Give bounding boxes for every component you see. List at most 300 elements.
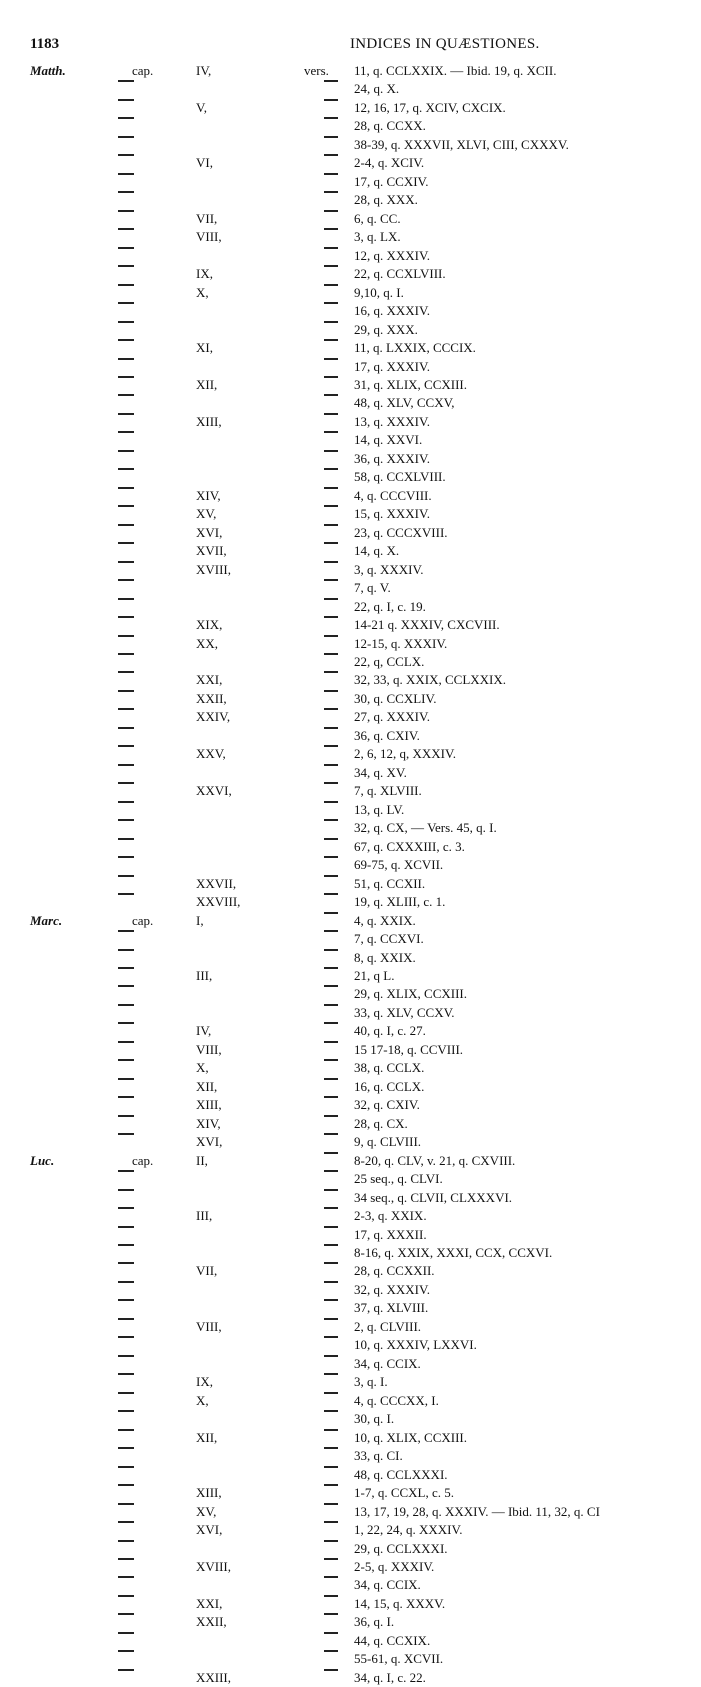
index-row — [0, 154, 701, 172]
ditto-dash-vers — [324, 210, 338, 212]
ditto-dash-vers — [324, 321, 338, 323]
ditto-dash-book — [118, 635, 134, 637]
ditto-dash-vers — [324, 967, 338, 969]
index-row — [0, 1632, 701, 1650]
index-row — [0, 1336, 701, 1354]
chapter-number: XII, — [196, 1429, 218, 1445]
verse-reference: 32, q. CXIV. — [354, 1097, 420, 1113]
ditto-dash-book — [118, 542, 134, 544]
ditto-dash-vers — [324, 284, 338, 286]
verse-reference: 16, q. XXXIV. — [354, 303, 430, 319]
index-row — [0, 745, 701, 763]
verse-reference: 7, q. XLVIII. — [354, 783, 422, 799]
verse-reference: 34, q. CCIX. — [354, 1355, 421, 1371]
verse-reference: 2, q. CLVIII. — [354, 1318, 422, 1334]
verse-reference: 17, q. XXXII. — [354, 1226, 427, 1242]
chapter-number: IV, — [196, 63, 212, 78]
ditto-dash-book — [118, 875, 134, 877]
verse-reference: 25 seq., q. CLVI. — [354, 1171, 443, 1187]
ditto-dash-book — [118, 1484, 134, 1486]
ditto-dash-book — [118, 487, 134, 489]
ditto-dash-book — [118, 154, 134, 156]
chapter-number: XXVII, — [196, 875, 237, 891]
verse-reference: 9, q. CLVIII. — [354, 1134, 422, 1150]
index-row — [0, 284, 701, 302]
verse-reference: 38-39, q. XXXVII, XLVI, CIII, CXXXV. — [354, 136, 569, 152]
ditto-dash-vers — [324, 782, 338, 784]
index-row — [0, 302, 701, 320]
ditto-dash-vers — [324, 616, 338, 618]
ditto-dash-book — [118, 1004, 134, 1006]
ditto-dash-vers — [324, 949, 338, 951]
index-row — [0, 1299, 701, 1317]
ditto-dash-book — [118, 265, 134, 267]
verse-reference: 55-61, q. XCVII. — [354, 1651, 444, 1667]
verse-reference: 32, q. XXXIV. — [354, 1281, 430, 1297]
ditto-dash-vers — [324, 136, 338, 138]
verse-reference: 48, q. XLV, CCXV, — [354, 395, 455, 411]
ditto-dash-vers — [324, 1022, 338, 1024]
index-row — [0, 727, 701, 745]
ditto-dash-vers — [324, 875, 338, 877]
index-row — [0, 1595, 701, 1613]
ditto-dash-vers — [324, 1115, 338, 1117]
chapter-number: VII, — [196, 210, 218, 226]
ditto-dash-book — [118, 1373, 134, 1375]
chapter-number: XIV, — [196, 1115, 221, 1131]
index-row — [0, 1281, 701, 1299]
index-row — [0, 801, 701, 819]
chapter-number: XXI, — [196, 672, 223, 688]
ditto-dash-book — [118, 838, 134, 840]
ditto-dash-book — [118, 358, 134, 360]
index-row — [0, 561, 701, 579]
ditto-dash-vers — [324, 1521, 338, 1523]
verse-reference: 2-4, q. XCIV. — [354, 155, 425, 171]
chapter-number: X, — [196, 284, 209, 300]
ditto-dash-vers — [324, 1152, 338, 1154]
ditto-dash-book — [118, 1595, 134, 1597]
verse-reference: 37, q. XLVIII. — [354, 1300, 429, 1316]
index-row — [0, 191, 701, 209]
ditto-dash-book — [118, 1318, 134, 1320]
ditto-dash-vers — [324, 413, 338, 415]
chapter-number: XXII, — [196, 690, 227, 706]
verse-reference: 8, q. XXIX. — [354, 949, 416, 965]
chapter-number: XI, — [196, 340, 213, 356]
book-name: Marc. — [30, 912, 63, 928]
verse-reference: 10, q. XLIX, CCXIII. — [354, 1429, 468, 1445]
verse-reference: 12, 16, 17, q. XCIV, CXCIX. — [354, 99, 506, 115]
ditto-dash-vers — [324, 1318, 338, 1320]
index-row — [0, 1558, 701, 1576]
page-number: 1183 — [30, 36, 60, 52]
verse-reference: 36, q. I. — [354, 1614, 395, 1630]
index-row — [0, 1576, 701, 1594]
ditto-dash-book — [118, 1521, 134, 1523]
ditto-dash-book — [118, 431, 134, 433]
ditto-dash-book — [118, 228, 134, 230]
chapter-number: XV, — [196, 1503, 217, 1519]
vers-label: vers. — [304, 63, 329, 78]
chapter-number: XXVI, — [196, 783, 232, 799]
book-name: Luc. — [30, 1152, 55, 1168]
verse-reference: 15 17-18, q. CCVIII. — [354, 1041, 464, 1057]
index-row — [0, 1521, 701, 1539]
index-row — [0, 819, 701, 837]
verse-reference: 14, q. XXVI. — [354, 432, 423, 448]
chapter-number: XVI, — [196, 524, 223, 540]
ditto-dash-vers — [324, 671, 338, 673]
index-list — [0, 62, 701, 1687]
index-row — [0, 1004, 701, 1022]
index-row — [0, 468, 701, 486]
verse-reference: 4, q. XXIX. — [354, 912, 416, 928]
verse-reference: 51, q. CCXII. — [354, 875, 426, 891]
index-row — [0, 875, 701, 893]
ditto-dash-book — [118, 1558, 134, 1560]
ditto-dash-book — [118, 727, 134, 729]
chapter-number: XIV, — [196, 487, 221, 503]
index-row — [0, 487, 701, 505]
index-row — [0, 413, 701, 431]
ditto-dash-vers — [324, 1632, 338, 1634]
ditto-dash-book — [118, 708, 134, 710]
ditto-dash-book — [118, 1576, 134, 1578]
ditto-dash-book — [118, 598, 134, 600]
index-row — [0, 1022, 701, 1040]
index-row — [0, 173, 701, 191]
ditto-dash-book — [118, 1669, 134, 1671]
ditto-dash-book — [118, 1041, 134, 1043]
cap-label: cap. — [132, 1152, 154, 1168]
index-row — [0, 616, 701, 634]
ditto-dash-vers — [324, 431, 338, 433]
chapter-number: VI, — [196, 155, 213, 171]
chapter-number: III, — [196, 967, 213, 983]
ditto-dash-book — [118, 1078, 134, 1080]
ditto-dash-book — [118, 1226, 134, 1228]
ditto-dash-vers — [324, 1355, 338, 1357]
chapter-number: VII, — [196, 1263, 218, 1279]
index-row — [0, 1133, 701, 1151]
index-row — [0, 450, 701, 468]
ditto-dash-vers — [324, 1004, 338, 1006]
ditto-dash-book — [118, 284, 134, 286]
verse-reference: 11, q. LXXIX, CCCIX. — [354, 340, 476, 356]
ditto-dash-vers — [324, 505, 338, 507]
chapter-number: XX, — [196, 635, 219, 651]
index-row — [0, 431, 701, 449]
ditto-dash-vers — [324, 1336, 338, 1338]
chapter-number: XIII, — [196, 1097, 222, 1113]
ditto-dash-book — [118, 524, 134, 526]
verse-reference: 30, q. I. — [354, 1411, 395, 1427]
verse-reference: 22, q. I, c. 19. — [354, 598, 426, 614]
ditto-dash-book — [118, 653, 134, 655]
verse-reference: 22, q, CCLX. — [354, 654, 425, 669]
ditto-dash-vers — [324, 191, 338, 193]
verse-reference: 12-15, q. XXXIV. — [354, 635, 448, 651]
verse-reference: 6, q. CC. — [354, 210, 401, 226]
ditto-dash-vers — [324, 727, 338, 729]
index-row — [0, 376, 701, 394]
verse-reference: 36, q. XXXIV. — [354, 450, 430, 466]
index-row — [0, 579, 701, 597]
chapter-number: X, — [196, 1060, 209, 1076]
ditto-dash-book — [118, 117, 134, 119]
verse-reference: 21, q L. — [354, 967, 395, 983]
ditto-dash-book — [118, 1170, 134, 1172]
ditto-dash-vers — [324, 893, 338, 895]
verse-reference: 9,10, q. I. — [354, 284, 404, 300]
ditto-dash-vers — [324, 524, 338, 526]
ditto-dash-book — [118, 1336, 134, 1338]
verse-reference: 28, q. CX. — [354, 1115, 408, 1131]
verse-reference: 23, q. CCCXVIII. — [354, 524, 448, 540]
chapter-number: XXIV, — [196, 709, 231, 725]
verse-reference: 34, q. I, c. 22. — [354, 1669, 426, 1685]
ditto-dash-vers — [324, 1429, 338, 1431]
ditto-dash-vers — [324, 1484, 338, 1486]
index-row — [0, 1115, 701, 1133]
index-row — [0, 1096, 701, 1114]
verse-reference: 4, q. CCCVIII. — [354, 487, 432, 503]
verse-reference: 38, q. CCLX. — [354, 1060, 425, 1076]
index-row — [0, 339, 701, 357]
index-row — [0, 1078, 701, 1096]
verse-reference: 34 seq., q. CLVII, CLXXXVI. — [354, 1189, 513, 1205]
ditto-dash-vers — [324, 1503, 338, 1505]
ditto-dash-book — [118, 1207, 134, 1209]
ditto-dash-vers — [324, 358, 338, 360]
verse-reference: 58, q. CCXLVIII. — [354, 469, 446, 485]
ditto-dash-book — [118, 210, 134, 212]
ditto-dash-vers — [324, 1558, 338, 1560]
verse-reference: 10, q. XXXIV, LXXVI. — [354, 1337, 477, 1353]
ditto-dash-book — [118, 745, 134, 747]
index-row — [0, 708, 701, 726]
ditto-dash-book — [118, 967, 134, 969]
verse-reference: 28, q. XXX. — [354, 192, 418, 208]
ditto-dash-book — [118, 1096, 134, 1098]
ditto-dash-vers — [324, 1410, 338, 1412]
ditto-dash-book — [118, 302, 134, 304]
chapter-number: VIII, — [196, 1318, 222, 1334]
chapter-number: XIII, — [196, 1485, 222, 1501]
verse-reference: 29, q. XLIX, CCXIII. — [354, 986, 468, 1002]
index-row — [0, 967, 701, 985]
ditto-dash-vers — [324, 80, 338, 82]
ditto-dash-vers — [324, 487, 338, 489]
ditto-dash-book — [118, 1355, 134, 1357]
ditto-dash-vers — [324, 339, 338, 341]
index-row — [0, 247, 701, 265]
ditto-dash-vers — [324, 579, 338, 581]
chapter-number: XIX, — [196, 617, 223, 633]
verse-reference: 30, q. CCXLIV. — [354, 690, 437, 706]
ditto-dash-vers — [324, 542, 338, 544]
index-row — [0, 1207, 701, 1225]
ditto-dash-book — [118, 690, 134, 692]
ditto-dash-vers — [324, 394, 338, 396]
chapter-number: XV, — [196, 506, 217, 522]
verse-reference: 3, q. I. — [354, 1374, 388, 1390]
verse-reference: 7, q. CCXVI. — [354, 931, 424, 947]
ditto-dash-book — [118, 191, 134, 193]
ditto-dash-book — [118, 1189, 134, 1191]
cap-label: cap. — [132, 63, 154, 78]
ditto-dash-vers — [324, 819, 338, 821]
chapter-number: XXII, — [196, 1614, 227, 1630]
verse-reference: 29, q. XXX. — [354, 321, 418, 337]
ditto-dash-vers — [324, 1576, 338, 1578]
chapter-number: XII, — [196, 376, 218, 392]
index-row — [0, 1318, 701, 1336]
verse-reference: 40, q. I, c. 27. — [354, 1023, 426, 1039]
ditto-dash-vers — [324, 1041, 338, 1043]
verse-reference: 69-75, q. XCVII. — [354, 857, 444, 873]
index-row — [0, 505, 701, 523]
index-row — [0, 1170, 701, 1188]
verse-reference: 11, q. CCLXXIX. — Ibid. 19, q. XCII. — [354, 63, 557, 78]
index-row — [0, 1373, 701, 1391]
ditto-dash-vers — [324, 265, 338, 267]
ditto-dash-book — [118, 1059, 134, 1061]
chapter-number: XXVIII, — [196, 894, 241, 910]
page-title: INDICES IN QUÆSTIONES. — [350, 36, 540, 52]
chapter-number: V, — [196, 99, 207, 115]
verse-reference: 2-5, q. XXXIV. — [354, 1558, 435, 1574]
index-row — [0, 1059, 701, 1077]
index-row — [0, 524, 701, 542]
index-row — [0, 136, 701, 154]
ditto-dash-book — [118, 505, 134, 507]
verse-reference: 67, q. CXXXIII, c. 3. — [354, 838, 465, 854]
verse-reference: 8-16, q. XXIX, XXXI, CCX, CCXVI. — [354, 1245, 553, 1260]
ditto-dash-book — [118, 856, 134, 858]
ditto-dash-book — [118, 1244, 134, 1246]
ditto-dash-book — [118, 985, 134, 987]
ditto-dash-vers — [324, 1595, 338, 1597]
verse-reference: 7, q. V. — [354, 580, 391, 596]
chapter-number: XXI, — [196, 1595, 223, 1611]
verse-reference: 27, q. XXXIV. — [354, 709, 430, 725]
ditto-dash-vers — [324, 173, 338, 175]
ditto-dash-vers — [324, 1170, 338, 1172]
chapter-number: XVI, — [196, 1522, 223, 1538]
verse-reference: 16, q. CCLX. — [354, 1078, 425, 1094]
index-row — [0, 265, 701, 283]
verse-reference: 2-3, q. XXIX. — [354, 1208, 427, 1224]
verse-reference: 2, 6, 12, q, XXXIV. — [354, 746, 456, 762]
verse-reference: 13, 17, 19, 28, q. XXXIV. — Ibid. 11, 32, q. CI — [354, 1503, 600, 1519]
verse-reference: 28, q. CCXX. — [354, 118, 426, 134]
ditto-dash-book — [118, 394, 134, 396]
verse-reference: 1, 22, 24, q. XXXIV. — [354, 1522, 463, 1538]
ditto-dash-book — [118, 561, 134, 563]
ditto-dash-vers — [324, 912, 338, 914]
index-row — [0, 1650, 701, 1668]
ditto-dash-vers — [324, 1078, 338, 1080]
verse-reference: 13, q. LV. — [354, 801, 405, 817]
index-row — [0, 985, 701, 1003]
index-row — [0, 1540, 701, 1558]
index-row — [0, 117, 701, 135]
ditto-dash-book — [118, 579, 134, 581]
verse-reference: 3, q. XXXIV. — [354, 561, 424, 577]
ditto-dash-vers — [324, 1373, 338, 1375]
ditto-dash-vers — [324, 1096, 338, 1098]
index-row — [0, 1189, 701, 1207]
verse-reference: 28, q. CCXXII. — [354, 1263, 435, 1279]
index-row — [0, 1466, 701, 1484]
index-row — [0, 1041, 701, 1059]
index-row — [0, 838, 701, 856]
verse-reference: 31, q. XLIX, CCXIII. — [354, 376, 468, 392]
verse-reference: 44, q. CCXIX. — [354, 1632, 431, 1648]
ditto-dash-vers — [324, 468, 338, 470]
index-row — [0, 930, 701, 948]
cap-label: cap. — [132, 912, 154, 928]
ditto-dash-vers — [324, 1466, 338, 1468]
index-row — [0, 394, 701, 412]
ditto-dash-book — [118, 173, 134, 175]
ditto-dash-vers — [324, 838, 338, 840]
chapter-number: III, — [196, 1208, 213, 1224]
ditto-dash-vers — [324, 1281, 338, 1283]
chapter-number: XVIII, — [196, 1558, 232, 1574]
index-row — [0, 210, 701, 228]
ditto-dash-vers — [324, 1226, 338, 1228]
verse-reference: 33, q. CI. — [354, 1448, 403, 1464]
index-row — [0, 1613, 701, 1631]
ditto-dash-book — [118, 80, 134, 82]
ditto-dash-book — [118, 321, 134, 323]
ditto-dash-book — [118, 930, 134, 932]
verse-reference: 17, q. XXXIV. — [354, 358, 430, 374]
ditto-dash-book — [118, 1410, 134, 1412]
index-row — [0, 228, 701, 246]
ditto-dash-book — [118, 136, 134, 138]
ditto-dash-book — [118, 1447, 134, 1449]
ditto-dash-vers — [324, 1133, 338, 1135]
index-row — [0, 80, 701, 98]
verse-reference: 13, q. XXXIV. — [354, 413, 430, 429]
ditto-dash-vers — [324, 745, 338, 747]
index-row — [0, 1244, 701, 1262]
index-row — [0, 1410, 701, 1428]
ditto-dash-vers — [324, 598, 338, 600]
ditto-dash-vers — [324, 450, 338, 452]
ditto-dash-vers — [324, 99, 338, 101]
ditto-dash-book — [118, 1429, 134, 1431]
ditto-dash-book — [118, 782, 134, 784]
ditto-dash-book — [118, 450, 134, 452]
ditto-dash-vers — [324, 1669, 338, 1671]
chapter-number: VIII, — [196, 229, 222, 245]
verse-reference: 8-20, q. CLV, v. 21, q. CXVIII. — [354, 1152, 516, 1168]
index-row — [0, 62, 701, 80]
index-row — [0, 782, 701, 800]
ditto-dash-book — [118, 99, 134, 101]
ditto-dash-book — [118, 247, 134, 249]
ditto-dash-vers — [324, 856, 338, 858]
verse-reference: 29, q. CCLXXXI. — [354, 1540, 448, 1556]
index-row — [0, 1152, 701, 1170]
ditto-dash-book — [118, 764, 134, 766]
ditto-dash-book — [118, 339, 134, 341]
